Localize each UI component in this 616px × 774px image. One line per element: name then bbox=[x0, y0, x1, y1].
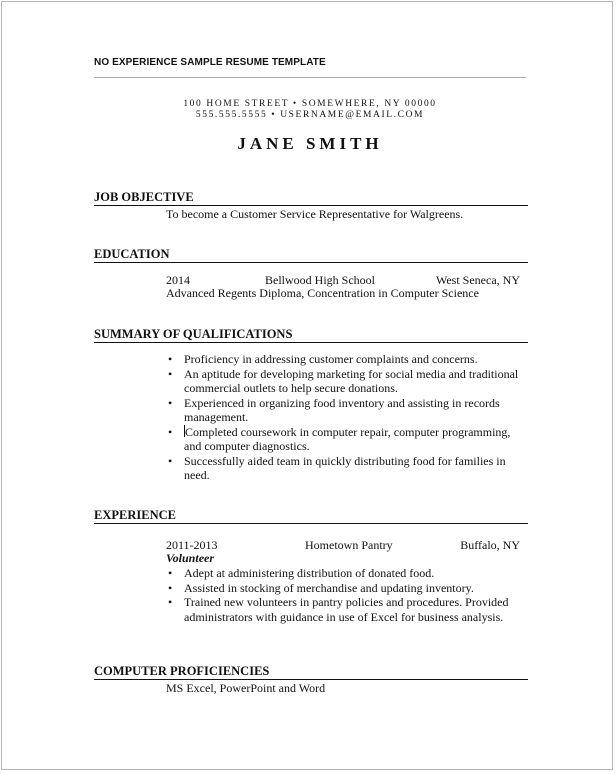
education-school: Bellwood High School bbox=[265, 273, 375, 287]
experience-years: 2011-2013 bbox=[166, 538, 218, 552]
list-item: • Assisted in stocking of merchandise and updating inventory. bbox=[166, 581, 508, 596]
title-divider bbox=[94, 77, 526, 78]
objective-text: To become a Customer Service Representative for Walgreens. bbox=[166, 207, 464, 221]
address-line: 100 HOME STREET • SOMEWHERE, NY 00000 bbox=[183, 99, 437, 109]
section-heading-objective: JOB OBJECTIVE bbox=[94, 190, 528, 206]
list-item[interactable]: • Completed coursework in computer repair, computer programming, and computer diagnostics. bbox=[166, 425, 518, 454]
experience-organization: Hometown Pantry bbox=[305, 538, 393, 552]
list-item: • Successfully aided team in quickly distributing food for families in need. bbox=[166, 454, 518, 483]
section-heading-experience: EXPERIENCE bbox=[94, 508, 528, 524]
experience-role: Volunteer bbox=[166, 551, 215, 565]
experience-location: Buffalo, NY bbox=[460, 538, 520, 552]
section-heading-qualifications: SUMMARY OF QUALIFICATIONS bbox=[94, 327, 528, 343]
resume-page bbox=[1, 1, 613, 770]
section-heading-computer: COMPUTER PROFICIENCIES bbox=[94, 664, 528, 680]
education-location: West Seneca, NY bbox=[435, 273, 520, 287]
qualifications-list bbox=[166, 352, 518, 483]
education-detail: Advanced Regents Diploma, Concentration in Computer Science bbox=[166, 286, 479, 300]
list-item: • An aptitude for developing marketing for social media and traditional commercial outlets to help secure donations. bbox=[166, 367, 518, 396]
list-item: • Proficiency in addressing customer complaints and concerns. bbox=[166, 352, 518, 367]
education-year: 2014 bbox=[166, 273, 190, 287]
computer-text: MS Excel, PowerPoint and Word bbox=[166, 681, 326, 695]
section-heading-education: EDUCATION bbox=[94, 247, 528, 263]
list-item: • Trained new volunteers in pantry policies and procedures. Provided administrators with guidance in use of Excel for business analysis. bbox=[166, 595, 508, 624]
candidate-name: JANE SMITH bbox=[237, 134, 383, 153]
contact-line: 555.555.5555 • USERNAME@EMAIL.COM bbox=[195, 110, 425, 120]
list-item: • Adept at administering distribution of donated food. bbox=[166, 566, 508, 581]
list-item: • Experienced in organizing food inventory and assisting in records management. bbox=[166, 396, 518, 425]
document-title: NO EXPERIENCE SAMPLE RESUME TEMPLATE bbox=[94, 57, 326, 68]
experience-list bbox=[166, 566, 508, 624]
